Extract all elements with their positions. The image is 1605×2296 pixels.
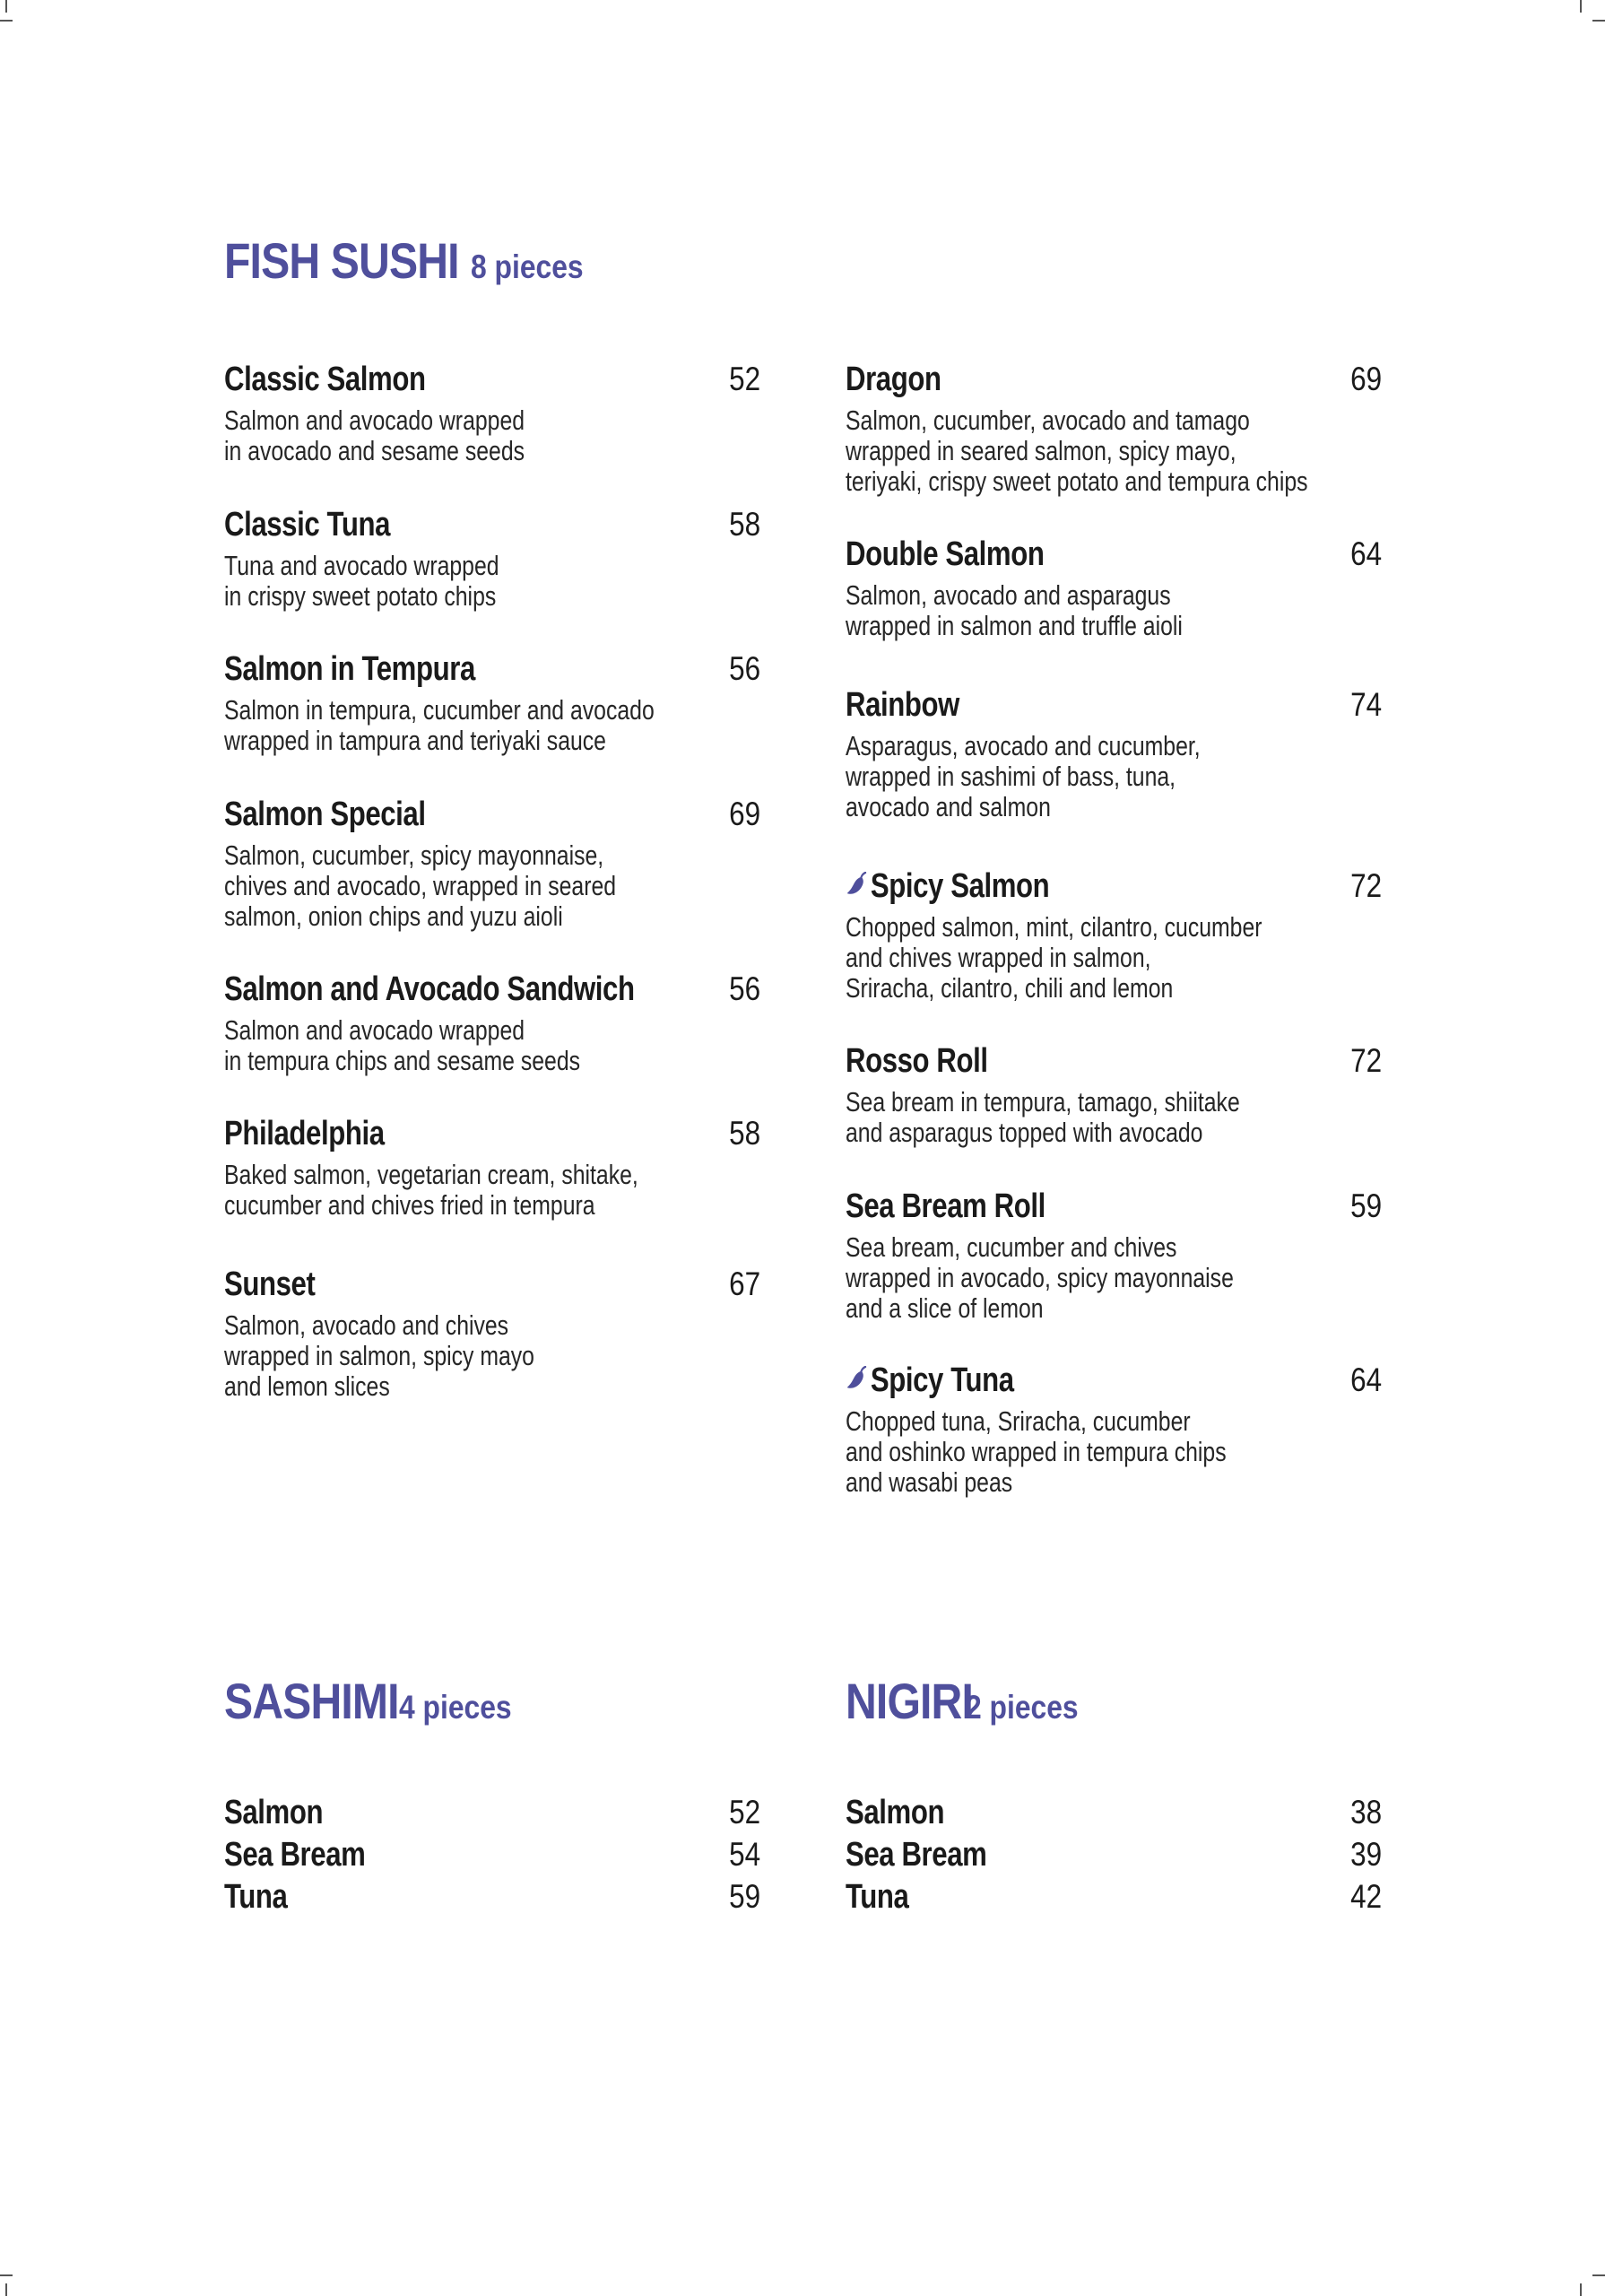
item-price: 38 bbox=[1350, 1794, 1382, 1831]
item-name: Spicy Tuna bbox=[870, 1361, 1014, 1399]
menu-item bbox=[224, 650, 760, 756]
item-description: Chopped salmon, mint, cilantro, cucumber and chives wrapped in salmon, Sriracha, cilantro, chili and lemon bbox=[846, 911, 1262, 1004]
chili-pepper-icon bbox=[846, 1366, 868, 1393]
item-name: Salmon bbox=[846, 1794, 945, 1831]
item-name: Salmon in Tempura bbox=[224, 650, 475, 688]
item-description: Salmon and avocado wrapped in tempura chips and sesame seeds bbox=[224, 1014, 581, 1076]
item-name-wrap bbox=[846, 867, 1049, 906]
item-price: 59 bbox=[1350, 1187, 1382, 1224]
item-name: Salmon and Avocado Sandwich bbox=[224, 970, 635, 1008]
item-description: Salmon, avocado and chives wrapped in salmon, spicy mayo and lemon slices bbox=[224, 1309, 534, 1402]
list-item bbox=[846, 1794, 1382, 1836]
menu-item bbox=[846, 686, 1382, 822]
item-description: Tuna and avocado wrapped in crispy sweet potato chips bbox=[224, 550, 499, 612]
item-description: Sea bream in tempura, tamago, shiitake and asparagus topped with avocado bbox=[846, 1086, 1240, 1148]
crop-mark bbox=[0, 20, 13, 22]
nigiri-list bbox=[846, 1794, 1382, 1920]
menu-item bbox=[224, 970, 760, 1076]
item-description: Salmon, cucumber, spicy mayonnaise, chives and avocado, wrapped in seared salmon, onion chips and yuzu aioli bbox=[224, 839, 617, 932]
item-price: 58 bbox=[729, 506, 760, 543]
item-price: 74 bbox=[1350, 686, 1382, 723]
item-price: 52 bbox=[729, 1794, 760, 1831]
item-name: Tuna bbox=[224, 1878, 288, 1916]
menu-item bbox=[224, 361, 760, 466]
item-description: Salmon, cucumber, avocado and tamago wrapped in seared salmon, spicy mayo, teriyaki, crispy sweet potato and tempura chips bbox=[846, 404, 1308, 497]
list-item bbox=[224, 1836, 760, 1878]
item-price: 56 bbox=[729, 650, 760, 687]
crop-mark bbox=[5, 0, 7, 13]
item-name: Sunset bbox=[224, 1265, 316, 1303]
item-description: Baked salmon, vegetarian cream, shitake, cucumber and chives fried in tempura bbox=[224, 1159, 638, 1221]
crop-mark bbox=[1580, 2283, 1582, 2296]
item-name: Classic Tuna bbox=[224, 506, 390, 544]
crop-mark bbox=[0, 2274, 13, 2276]
item-name: Sea Bream bbox=[846, 1836, 987, 1874]
item-description: Chopped tuna, Sriracha, cucumber and oshinko wrapped in tempura chips and wasabi peas bbox=[846, 1405, 1227, 1498]
item-price: 64 bbox=[1350, 535, 1382, 572]
item-price: 72 bbox=[1350, 867, 1382, 904]
item-price: 64 bbox=[1350, 1361, 1382, 1398]
menu-item bbox=[224, 1115, 760, 1221]
menu-item bbox=[846, 535, 1382, 641]
item-name: Salmon Special bbox=[224, 796, 426, 833]
item-price: 67 bbox=[729, 1265, 760, 1302]
item-price: 56 bbox=[729, 970, 760, 1007]
item-name: Double Salmon bbox=[846, 535, 1045, 573]
menu-item bbox=[846, 361, 1382, 497]
menu-item bbox=[846, 867, 1382, 1004]
crop-mark bbox=[1592, 2274, 1605, 2276]
nigiri-title bbox=[846, 1672, 1097, 1730]
section-subtitle: 8 pieces bbox=[471, 248, 584, 285]
item-price: 54 bbox=[729, 1836, 760, 1873]
item-name: Rainbow bbox=[846, 686, 959, 724]
item-name: Dragon bbox=[846, 361, 941, 398]
list-item bbox=[224, 1794, 760, 1836]
item-name: Classic Salmon bbox=[224, 361, 426, 398]
item-name: Rosso Roll bbox=[846, 1042, 988, 1080]
item-description: Salmon and avocado wrapped in avocado and sesame seeds bbox=[224, 404, 525, 466]
item-name: Sea Bream bbox=[224, 1836, 366, 1874]
item-description: Salmon in tempura, cucumber and avocado wrapped in tampura and teriyaki sauce bbox=[224, 694, 655, 756]
section-title-text: SASHIMI bbox=[224, 1673, 399, 1729]
item-price: 39 bbox=[1350, 1836, 1382, 1873]
item-price: 52 bbox=[729, 361, 760, 397]
item-price: 42 bbox=[1350, 1878, 1382, 1915]
menu-item bbox=[846, 1187, 1382, 1324]
crop-mark bbox=[1592, 20, 1605, 22]
item-description: Sea bream, cucumber and chives wrapped in avocado, spicy mayonnaise and a slice of lemon bbox=[846, 1231, 1234, 1324]
item-price: 69 bbox=[1350, 361, 1382, 397]
item-name: Sea Bream Roll bbox=[846, 1187, 1045, 1225]
menu-item bbox=[846, 1042, 1382, 1148]
list-item bbox=[224, 1878, 760, 1920]
sashimi-title bbox=[224, 1672, 530, 1730]
section-title-text: NIGIRI bbox=[846, 1673, 974, 1729]
chili-pepper-icon bbox=[846, 872, 868, 899]
item-price: 69 bbox=[729, 796, 760, 832]
section-title-text: FISH SUSHI bbox=[224, 232, 459, 289]
item-name: Spicy Salmon bbox=[870, 867, 1050, 905]
item-name: Tuna bbox=[846, 1878, 909, 1916]
section-subtitle: 2 pieces bbox=[965, 1689, 1079, 1726]
menu-item bbox=[846, 1361, 1382, 1498]
item-price: 72 bbox=[1350, 1042, 1382, 1079]
item-description: Salmon, avocado and asparagus wrapped in salmon and truffle aioli bbox=[846, 579, 1183, 641]
list-item bbox=[846, 1836, 1382, 1878]
section-subtitle: 4 pieces bbox=[399, 1689, 512, 1726]
menu-item bbox=[224, 506, 760, 612]
crop-mark bbox=[5, 2283, 7, 2296]
crop-mark bbox=[1580, 0, 1582, 13]
item-name: Philadelphia bbox=[224, 1115, 385, 1152]
item-name-wrap bbox=[846, 1361, 1014, 1400]
list-item bbox=[846, 1878, 1382, 1920]
item-description: Asparagus, avocado and cucumber, wrapped in sashimi of bass, tuna, avocado and salmon bbox=[846, 730, 1201, 822]
item-name: Salmon bbox=[224, 1794, 324, 1831]
item-price: 59 bbox=[729, 1878, 760, 1915]
fish-sushi-title bbox=[224, 231, 602, 290]
menu-item bbox=[224, 796, 760, 932]
menu-item bbox=[224, 1265, 760, 1402]
item-price: 58 bbox=[729, 1115, 760, 1152]
sashimi-list bbox=[224, 1794, 760, 1920]
